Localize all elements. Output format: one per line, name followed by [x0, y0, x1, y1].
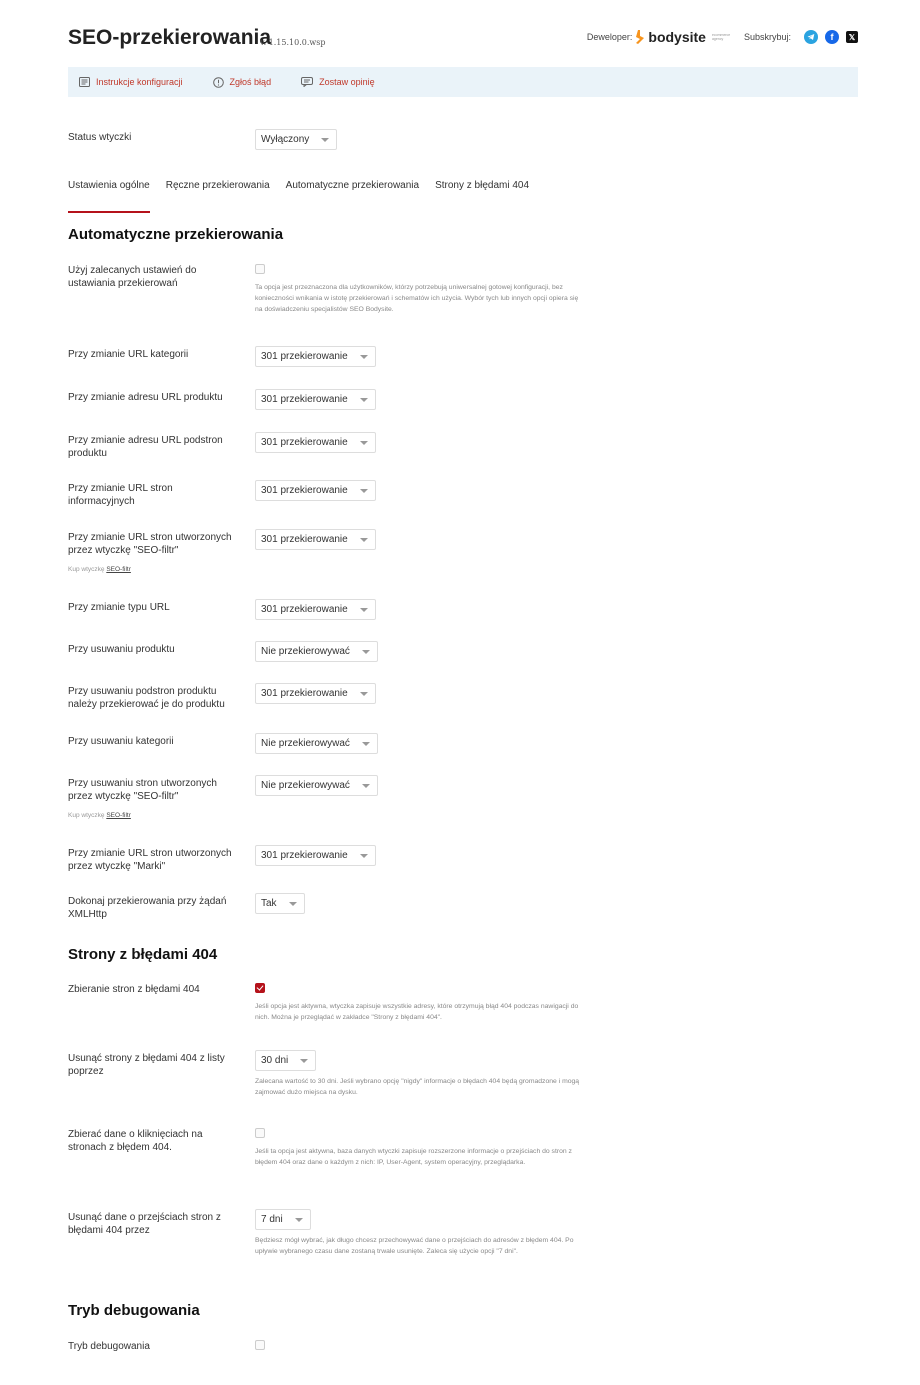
- x-icon[interactable]: 𝕏: [846, 31, 858, 43]
- setting-label: Przy zmianie URL kategorii: [68, 349, 189, 360]
- chevron-down-icon: [360, 608, 368, 612]
- setting-label-text: Przy usuwaniu stron utworzonych przez wtyczkę "SEO-filtr": [68, 778, 217, 802]
- status-label: Status wtyczki: [68, 132, 132, 143]
- clicks-404-checkbox[interactable]: [255, 1128, 265, 1138]
- tab-manual-redirects[interactable]: Ręczne przekierowania: [165, 180, 270, 191]
- tab-general-settings[interactable]: Ustawienia ogólne: [68, 180, 150, 200]
- page-title: SEO-przekierowania: [68, 26, 272, 49]
- seo-filter-link[interactable]: SEO-filtr: [106, 812, 131, 819]
- debug-checkbox[interactable]: [255, 1340, 265, 1350]
- transitions-404-select[interactable]: [255, 1209, 311, 1230]
- collect-404-hint: Jeśli opcja jest aktywna, wtyczka zapisuje wszystkie adresy, które otrzymują błąd 404 podczas nawigacji do nich. Można je przeglądać w zakładce "Strony z błędami 404".: [255, 1003, 579, 1021]
- redirect-select[interactable]: [255, 529, 376, 550]
- alert-icon: [213, 77, 224, 88]
- developer-label: Deweloper:: [586, 32, 633, 42]
- tab-automatic-redirects[interactable]: Automatyczne przekierowania: [285, 180, 420, 191]
- chevron-down-icon: [360, 692, 368, 696]
- redirect-select[interactable]: [255, 733, 378, 754]
- version-label: v. 1.15.10.0.wsp: [260, 38, 326, 47]
- select-value: 301 przekierowanie: [261, 485, 348, 496]
- redirect-select[interactable]: [255, 599, 376, 620]
- select-value: 30 dni: [261, 1055, 289, 1066]
- chevron-down-icon: [362, 784, 370, 788]
- setting-label: Przy usuwaniu kategorii: [68, 736, 174, 747]
- chevron-down-icon: [362, 742, 370, 746]
- document-icon: [79, 77, 90, 87]
- recommended-hint: Ta opcja jest przeznaczona dla użytkowników, którzy potrzebują uniwersalnej gotowej konfiguracji, bez konieczności wnikania w istotę przekierowań i schematów ich użycia. Wybór tych lub innych opcji opiera się na doświadczeniu specjalistów SEO Bodysite.: [255, 284, 579, 313]
- status-select[interactable]: [255, 129, 337, 150]
- redirect-select[interactable]: [255, 683, 376, 704]
- review-link[interactable]: [301, 77, 375, 87]
- brand-name[interactable]: bodysite: [648, 29, 706, 45]
- remove-404-label: Usunąć strony z błędami 404 z listy poprzez: [68, 1053, 225, 1077]
- chevron-down-icon: [360, 854, 368, 858]
- select-value: 301 przekierowanie: [261, 394, 348, 405]
- select-value: 301 przekierowanie: [261, 437, 348, 448]
- setting-label: Przy zmianie typu URL: [68, 602, 170, 613]
- chevron-down-icon: [362, 650, 370, 654]
- setting-label: Przy zmianie adresu URL podstron produktu: [68, 435, 223, 459]
- recommended-checkbox[interactable]: [255, 264, 265, 274]
- collect-404-label: Zbieranie stron z błędami 404: [68, 984, 200, 995]
- header: [68, 26, 858, 52]
- clicks-404-hint: Jeśli ta opcja jest aktywna, baza danych wtyczki zapisuje rozszerzone informacje o przejściach do stron z błędem 404 oraz dane o każdym z nich: IP, User-Agent, system operacyjny, przeglądarka.: [255, 1148, 572, 1166]
- instructions-link[interactable]: [79, 77, 183, 87]
- chevron-down-icon: [289, 902, 297, 906]
- section-heading-auto: Automatyczne przekierowania: [68, 226, 284, 243]
- message-icon: [301, 77, 313, 87]
- setting-label: Dokonaj przekierowania przy żądań XMLHttp: [68, 896, 227, 920]
- transitions-404-hint: Będziesz mógł wybrać, jak długo chcesz przechowywać dane o przejściach do adresów z błędem 404. Po upływie wybranego czasu dane zostaną trwale usunięte. Zaleca się użycie opcji "7 dni".: [255, 1237, 574, 1255]
- select-value: 301 przekierowanie: [261, 604, 348, 615]
- setting-label: Przy usuwaniu podstron produktu należy przekierować je do produktu: [68, 686, 225, 710]
- review-link-label: Zostaw opinię: [319, 77, 375, 87]
- bodysite-logo-icon: [635, 30, 645, 44]
- redirect-select[interactable]: [255, 432, 376, 453]
- facebook-icon[interactable]: f: [825, 30, 839, 44]
- buy-plugin-note: [68, 809, 238, 822]
- chevron-down-icon: [360, 355, 368, 359]
- xmlhttp-select[interactable]: [255, 893, 305, 914]
- tab-bar: [68, 180, 545, 200]
- chevron-down-icon: [360, 398, 368, 402]
- section-heading-404: Strony z błędami 404: [68, 946, 218, 963]
- status-select-value: Wyłączony: [261, 134, 310, 145]
- remove-404-hint: Zalecana wartość to 30 dni. Jeśli wybrano opcję "nigdy" informacje o błędach 404 będą gromadzone i mogą zajmować dużo miejsca na dysku.: [255, 1078, 580, 1096]
- redirect-select[interactable]: [255, 641, 378, 662]
- chevron-down-icon: [360, 441, 368, 445]
- help-links-bar: [68, 67, 858, 97]
- select-value: 301 przekierowanie: [261, 351, 348, 362]
- setting-label: [68, 777, 238, 822]
- select-value: Nie przekierowywać: [261, 646, 350, 657]
- select-value: Tak: [261, 898, 277, 909]
- subscribe-label: Subskrybuj:: [743, 32, 791, 42]
- developer-block: [587, 29, 858, 45]
- buy-plugin-text: Kup wtyczkę: [68, 812, 105, 819]
- report-bug-link-label: Zgłoś błąd: [229, 77, 272, 87]
- setting-label-text: Przy zmianie URL stron utworzonych przez wtyczkę "SEO-filtr": [68, 532, 232, 556]
- select-value: Nie przekierowywać: [261, 780, 350, 791]
- chevron-down-icon: [360, 489, 368, 493]
- setting-label: Przy zmianie URL stron utworzonych przez wtyczkę "Marki": [68, 848, 232, 872]
- chevron-down-icon: [295, 1218, 303, 1222]
- redirect-select[interactable]: [255, 389, 376, 410]
- debug-label: Tryb debugowania: [68, 1341, 150, 1352]
- setting-label: Przy zmianie URL stron informacyjnych: [68, 483, 173, 507]
- seo-filter-link[interactable]: SEO-filtr: [106, 566, 131, 573]
- section-heading-debug: Tryb debugowania: [68, 1302, 200, 1319]
- clicks-404-label: Zbierać dane o kliknięciach na stronach z błędem 404.: [68, 1129, 203, 1153]
- remove-404-select[interactable]: [255, 1050, 316, 1071]
- buy-plugin-text: Kup wtyczkę: [68, 566, 105, 573]
- select-value: Nie przekierowywać: [261, 738, 350, 749]
- transitions-404-label: Usunąć dane o przejściach stron z błędami 404 przez: [68, 1212, 221, 1236]
- redirect-select[interactable]: [255, 480, 376, 501]
- setting-label: [68, 531, 238, 576]
- brand-subtitle: ecommerce agency: [711, 33, 731, 41]
- chevron-down-icon: [321, 138, 329, 142]
- telegram-icon[interactable]: [804, 30, 818, 44]
- select-value: 301 przekierowanie: [261, 688, 348, 699]
- setting-label: Przy zmianie adresu URL produktu: [68, 392, 223, 403]
- collect-404-checkbox[interactable]: [255, 983, 265, 993]
- chevron-down-icon: [300, 1059, 308, 1063]
- select-value: 301 przekierowanie: [261, 534, 348, 545]
- redirect-select[interactable]: [255, 346, 376, 367]
- recommended-label: Użyj zalecanych ustawień do ustawiania przekierowań: [68, 265, 197, 289]
- buy-plugin-note: [68, 563, 238, 576]
- report-bug-link[interactable]: [213, 77, 272, 88]
- redirect-select[interactable]: [255, 845, 376, 866]
- select-value: 301 przekierowanie: [261, 850, 348, 861]
- tab-404-pages[interactable]: Strony z błędami 404: [435, 180, 530, 191]
- chevron-down-icon: [360, 538, 368, 542]
- select-value: 7 dni: [261, 1214, 283, 1225]
- setting-label: Przy usuwaniu produktu: [68, 644, 175, 655]
- redirect-select[interactable]: [255, 775, 378, 796]
- instructions-link-label: Instrukcje konfiguracji: [96, 77, 183, 87]
